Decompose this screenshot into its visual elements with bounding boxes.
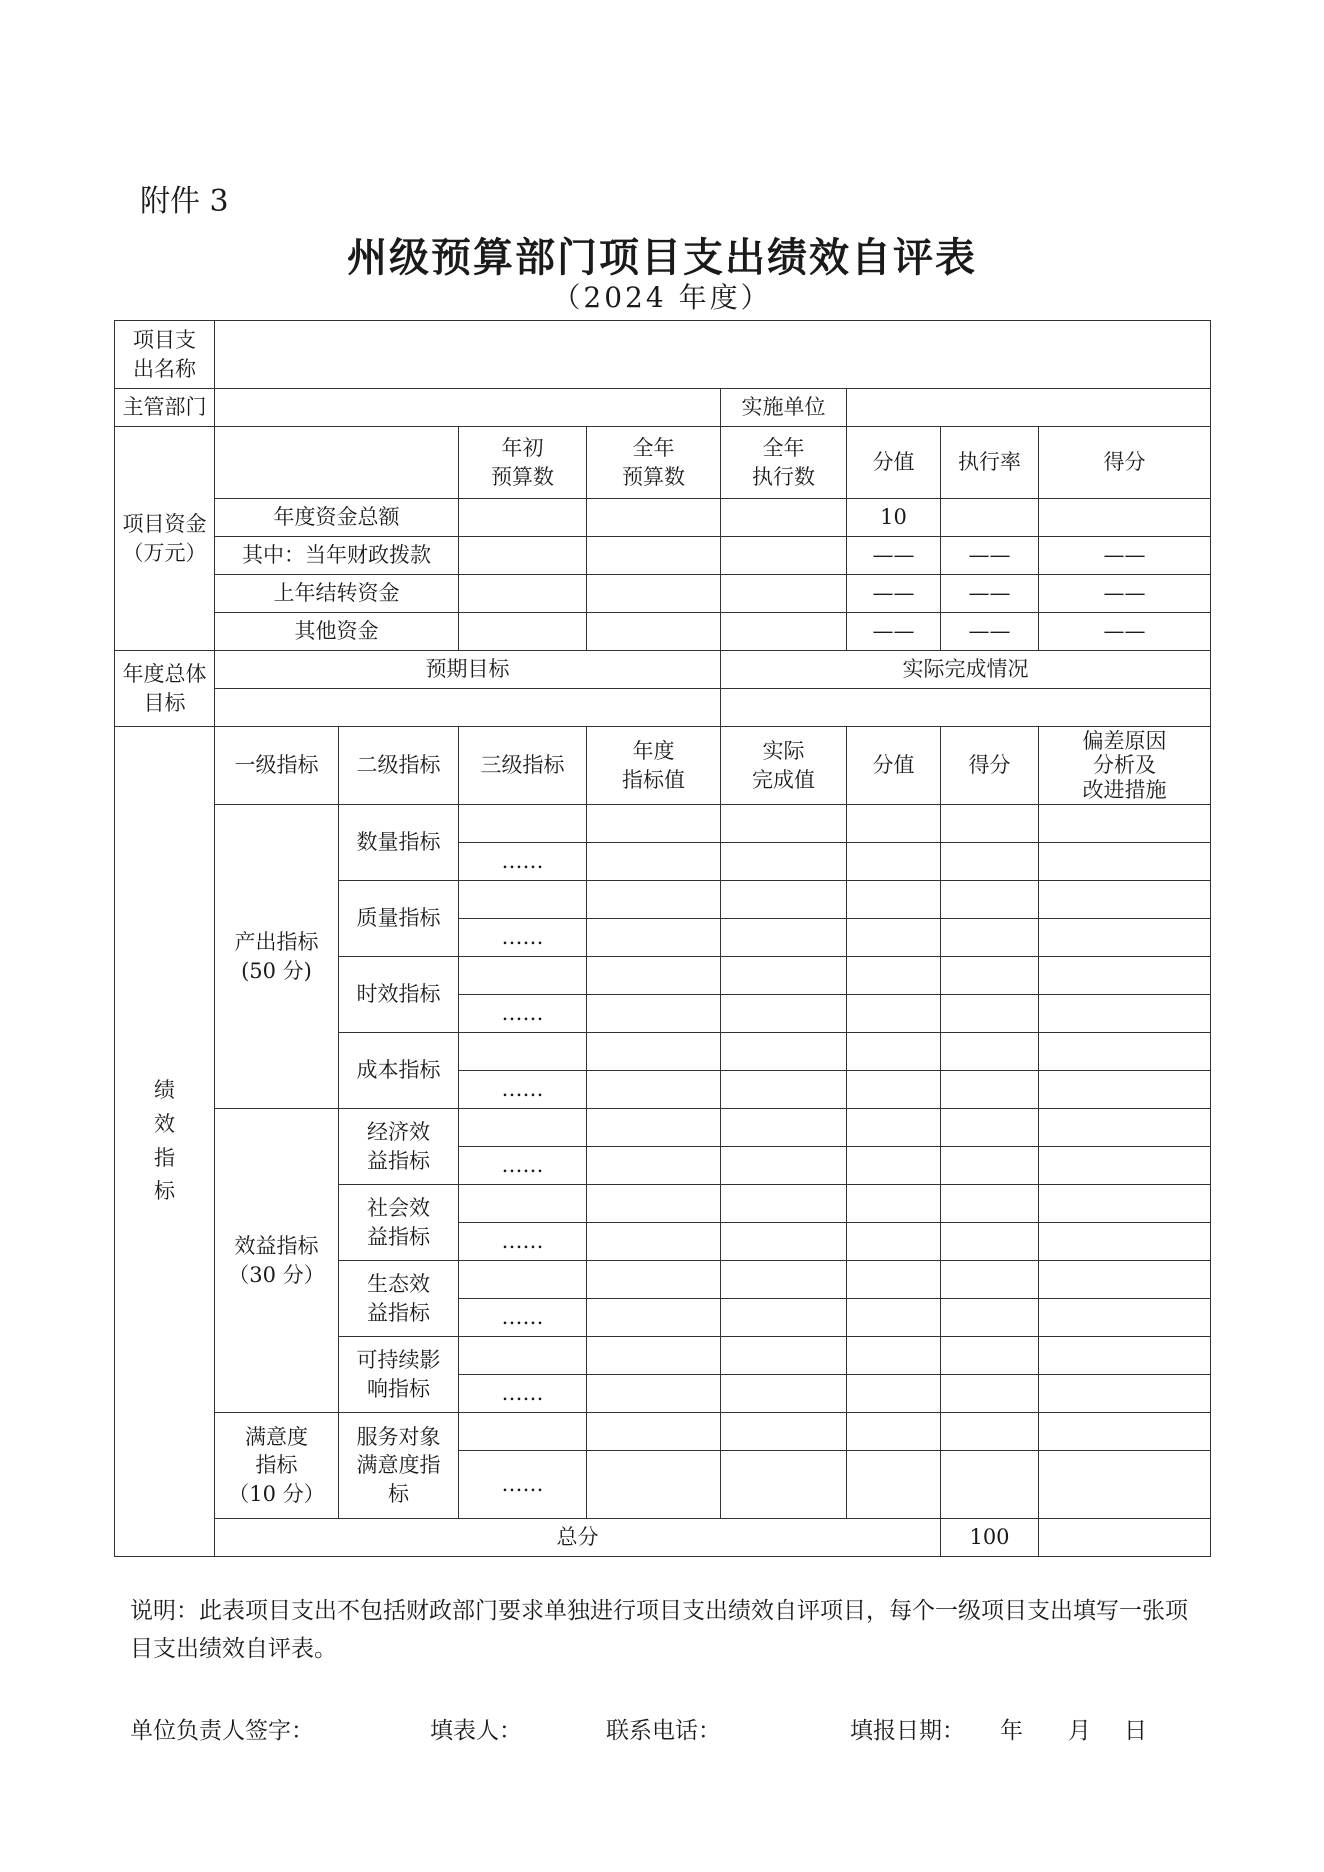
total-label: 总分 (215, 1519, 941, 1557)
secondary-indicator: 时效指标 (339, 957, 459, 1033)
value-cell[interactable] (1039, 1223, 1211, 1261)
funds-cell[interactable] (459, 537, 587, 575)
value-cell[interactable] (587, 1033, 721, 1071)
value-cell[interactable] (941, 881, 1039, 919)
funds-cell[interactable] (1039, 499, 1211, 537)
attachment-label: 附件 3 (140, 184, 229, 219)
value-cell[interactable] (587, 1451, 721, 1519)
value-cell[interactable] (847, 881, 941, 919)
value-cell[interactable] (1039, 1033, 1211, 1071)
value-cell[interactable] (721, 843, 847, 881)
value-cell[interactable] (941, 1223, 1039, 1261)
actual-goal-header: 实际完成情况 (721, 651, 1211, 689)
value-cell[interactable] (587, 1223, 721, 1261)
ellipsis: …… (459, 1223, 587, 1261)
value-cell[interactable] (721, 1071, 847, 1109)
project-name-cell[interactable] (215, 321, 1211, 389)
value-cell[interactable] (941, 1413, 1039, 1451)
tertiary-cell[interactable] (459, 957, 587, 995)
value-cell[interactable] (1039, 1299, 1211, 1337)
note-text: 说明：此表项目支出不包括财政部门要求单独进行项目支出绩效自评项目，每个一级项目支出填写一张项目支出绩效自评表。 (130, 1598, 1188, 1662)
satisfaction-indicator-label: 满意度 指标 （10 分） (215, 1413, 339, 1519)
secondary-indicator: 服务对象 满意度指 标 (339, 1413, 459, 1519)
funds-got: —— (1039, 537, 1211, 575)
tertiary-cell[interactable] (459, 1033, 587, 1071)
value-cell[interactable] (721, 1451, 847, 1519)
value-cell[interactable] (587, 881, 721, 919)
tertiary-cell[interactable] (459, 1413, 587, 1451)
total-got-cell[interactable] (1039, 1519, 1211, 1557)
funds-row-label: 年度资金总额 (215, 499, 459, 537)
secondary-indicator: 经济效 益指标 (339, 1109, 459, 1185)
secondary-indicator: 数量指标 (339, 805, 459, 881)
funds-label: 项目资金 （万元） (115, 427, 215, 651)
value-cell[interactable] (941, 1299, 1039, 1337)
filler-label: 填表人： (430, 1718, 522, 1744)
perf-header: 三级指标 (459, 727, 587, 805)
value-cell[interactable] (721, 919, 847, 957)
value-cell[interactable] (1039, 843, 1211, 881)
funds-cell[interactable] (587, 613, 721, 651)
value-cell[interactable] (1039, 1185, 1211, 1223)
value-cell[interactable] (941, 1375, 1039, 1413)
value-cell[interactable] (847, 1261, 941, 1299)
value-cell[interactable] (847, 843, 941, 881)
perf-header: 二级指标 (339, 727, 459, 805)
value-cell[interactable] (587, 957, 721, 995)
ellipsis: …… (459, 1451, 587, 1519)
value-cell[interactable] (847, 919, 941, 957)
date-day: 日 (1124, 1718, 1147, 1744)
funds-cell[interactable] (941, 499, 1039, 537)
value-cell[interactable] (721, 881, 847, 919)
value-cell[interactable] (847, 1109, 941, 1147)
dept-cell[interactable] (215, 389, 721, 427)
funds-cell[interactable] (721, 613, 847, 651)
value-cell[interactable] (847, 1185, 941, 1223)
value-cell[interactable] (941, 957, 1039, 995)
value-cell[interactable] (847, 1223, 941, 1261)
value-cell[interactable] (847, 1451, 941, 1519)
value-cell[interactable] (587, 1375, 721, 1413)
value-cell[interactable] (721, 1337, 847, 1375)
secondary-indicator: 生态效 益指标 (339, 1261, 459, 1337)
value-cell[interactable] (941, 995, 1039, 1033)
perf-header: 偏差原因 分析及 改进措施 (1039, 727, 1211, 805)
value-cell[interactable] (847, 1071, 941, 1109)
value-cell[interactable] (721, 995, 847, 1033)
total-score: 100 (941, 1519, 1039, 1557)
value-cell[interactable] (587, 1413, 721, 1451)
tertiary-cell[interactable] (459, 1261, 587, 1299)
value-cell[interactable] (1039, 957, 1211, 995)
funds-row-label: 其他资金 (215, 613, 459, 651)
impl-unit-label: 实施单位 (721, 389, 847, 427)
funds-cell[interactable] (459, 613, 587, 651)
value-cell[interactable] (1039, 1375, 1211, 1413)
value-cell[interactable] (721, 805, 847, 843)
funds-header: 全年 执行数 (721, 427, 847, 499)
value-cell[interactable] (847, 1033, 941, 1071)
secondary-indicator: 社会效 益指标 (339, 1185, 459, 1261)
phone-label: 联系电话： (606, 1718, 721, 1744)
project-name-label: 项目支 出名称 (115, 321, 215, 389)
ellipsis: …… (459, 1375, 587, 1413)
benefit-indicator-label: 效益指标 （30 分） (215, 1109, 339, 1413)
tertiary-cell[interactable] (459, 1109, 587, 1147)
funds-cell[interactable] (721, 575, 847, 613)
value-cell[interactable] (941, 1261, 1039, 1299)
ellipsis: …… (459, 843, 587, 881)
ellipsis: …… (459, 919, 587, 957)
value-cell[interactable] (721, 1261, 847, 1299)
value-cell[interactable] (1039, 805, 1211, 843)
value-cell[interactable] (847, 1413, 941, 1451)
page-subtitle: （2024 年度） (552, 281, 772, 314)
ellipsis: …… (459, 1147, 587, 1185)
leader-signature-label: 单位负责人签字： (130, 1718, 314, 1744)
date-month: 月 (1068, 1718, 1091, 1744)
self-evaluation-table (114, 320, 1211, 1557)
impl-unit-cell[interactable] (847, 389, 1211, 427)
funds-cell[interactable] (587, 575, 721, 613)
expected-goal-header: 预期目标 (215, 651, 721, 689)
value-cell[interactable] (721, 1375, 847, 1413)
perf-header: 分值 (847, 727, 941, 805)
goals-label: 年度总体 目标 (115, 651, 215, 727)
value-cell[interactable] (587, 1261, 721, 1299)
funds-got: —— (1039, 613, 1211, 651)
funds-row-label: 其中：当年财政拨款 (215, 537, 459, 575)
value-cell[interactable] (1039, 1261, 1211, 1299)
funds-header: 全年 预算数 (587, 427, 721, 499)
value-cell[interactable] (941, 805, 1039, 843)
value-cell[interactable] (941, 1147, 1039, 1185)
value-cell[interactable] (721, 1223, 847, 1261)
funds-cell[interactable] (459, 575, 587, 613)
funds-score: 10 (847, 499, 941, 537)
funds-score: —— (847, 537, 941, 575)
funds-cell[interactable] (587, 499, 721, 537)
ellipsis: …… (459, 1071, 587, 1109)
value-cell[interactable] (587, 1109, 721, 1147)
value-cell[interactable] (721, 1109, 847, 1147)
ellipsis: …… (459, 995, 587, 1033)
funds-rate: —— (941, 537, 1039, 575)
value-cell[interactable] (847, 995, 941, 1033)
funds-got: —— (1039, 575, 1211, 613)
value-cell[interactable] (721, 957, 847, 995)
funds-corner (215, 427, 459, 499)
value-cell[interactable] (587, 995, 721, 1033)
output-indicator-label: 产出指标 (50 分) (215, 805, 339, 1109)
tertiary-cell[interactable] (459, 805, 587, 843)
funds-header: 执行率 (941, 427, 1039, 499)
value-cell[interactable] (587, 919, 721, 957)
value-cell[interactable] (721, 1185, 847, 1223)
value-cell[interactable] (721, 1413, 847, 1451)
funds-cell[interactable] (721, 537, 847, 575)
funds-header: 得分 (1039, 427, 1211, 499)
funds-cell[interactable] (587, 537, 721, 575)
value-cell[interactable] (1039, 1147, 1211, 1185)
funds-rate: —— (941, 575, 1039, 613)
value-cell[interactable] (587, 1071, 721, 1109)
value-cell[interactable] (847, 1299, 941, 1337)
value-cell[interactable] (1039, 881, 1211, 919)
value-cell[interactable] (847, 1147, 941, 1185)
perf-header: 一级指标 (215, 727, 339, 805)
value-cell[interactable] (941, 1033, 1039, 1071)
value-cell[interactable] (847, 957, 941, 995)
expected-goal-cell[interactable] (215, 689, 721, 727)
value-cell[interactable] (941, 1451, 1039, 1519)
value-cell[interactable] (941, 843, 1039, 881)
value-cell[interactable] (847, 805, 941, 843)
date-label: 填报日期： (850, 1718, 965, 1744)
value-cell[interactable] (587, 1299, 721, 1337)
value-cell[interactable] (941, 1071, 1039, 1109)
value-cell[interactable] (587, 1337, 721, 1375)
value-cell[interactable] (941, 919, 1039, 957)
perf-label: 绩 效 指 标 (115, 727, 215, 1557)
date-year: 年 (1000, 1718, 1023, 1744)
tertiary-cell[interactable] (459, 881, 587, 919)
funds-score: —— (847, 575, 941, 613)
secondary-indicator: 质量指标 (339, 881, 459, 957)
funds-rate: —— (941, 613, 1039, 651)
page-title: 州级预算部门项目支出绩效自评表 (347, 234, 977, 281)
value-cell[interactable] (1039, 919, 1211, 957)
funds-cell[interactable] (459, 499, 587, 537)
value-cell[interactable] (847, 1375, 941, 1413)
value-cell[interactable] (721, 1147, 847, 1185)
value-cell[interactable] (587, 805, 721, 843)
value-cell[interactable] (1039, 1337, 1211, 1375)
value-cell[interactable] (587, 1147, 721, 1185)
secondary-indicator: 可持续影 响指标 (339, 1337, 459, 1413)
tertiary-cell[interactable] (459, 1337, 587, 1375)
value-cell[interactable] (847, 1337, 941, 1375)
value-cell[interactable] (1039, 1413, 1211, 1451)
tertiary-cell[interactable] (459, 1185, 587, 1223)
value-cell[interactable] (941, 1185, 1039, 1223)
value-cell[interactable] (587, 1185, 721, 1223)
value-cell[interactable] (941, 1337, 1039, 1375)
value-cell[interactable] (1039, 1071, 1211, 1109)
funds-header: 年初 预算数 (459, 427, 587, 499)
value-cell[interactable] (721, 1299, 847, 1337)
value-cell[interactable] (1039, 1451, 1211, 1519)
perf-header: 实际 完成值 (721, 727, 847, 805)
value-cell[interactable] (941, 1109, 1039, 1147)
value-cell[interactable] (587, 843, 721, 881)
value-cell[interactable] (1039, 995, 1211, 1033)
perf-header: 得分 (941, 727, 1039, 805)
funds-row-label: 上年结转资金 (215, 575, 459, 613)
value-cell[interactable] (721, 1033, 847, 1071)
funds-score: —— (847, 613, 941, 651)
funds-header: 分值 (847, 427, 941, 499)
actual-goal-cell[interactable] (721, 689, 1211, 727)
ellipsis: …… (459, 1299, 587, 1337)
perf-header: 年度 指标值 (587, 727, 721, 805)
secondary-indicator: 成本指标 (339, 1033, 459, 1109)
funds-cell[interactable] (721, 499, 847, 537)
dept-label: 主管部门 (115, 389, 215, 427)
value-cell[interactable] (1039, 1109, 1211, 1147)
